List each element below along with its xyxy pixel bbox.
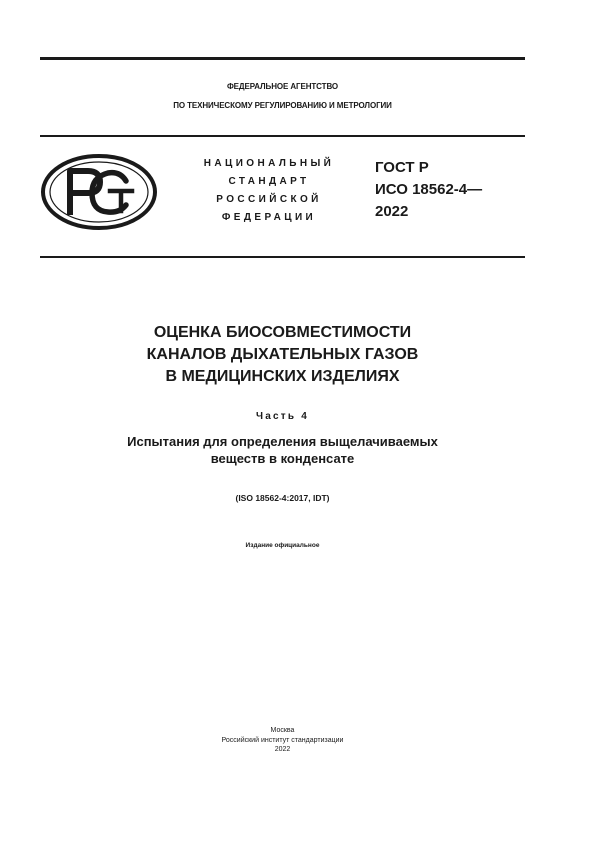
- national-standard-line-2: СТАНДАРТ: [228, 176, 310, 187]
- iso-reference: (ISO 18562-4:2017, IDT): [235, 493, 330, 503]
- designation-line-1: ГОСТ Р: [375, 159, 429, 176]
- header-rule: [40, 135, 525, 137]
- agency-name-line-1: ФЕДЕРАЛЬНОЕ АГЕНТСТВО: [226, 82, 339, 91]
- national-standard-label: [178, 155, 360, 227]
- designation-line-2: ИСО 18562-4—: [375, 181, 483, 198]
- part-number: Часть 4: [256, 411, 309, 422]
- designation-line-3: 2022: [375, 203, 409, 220]
- national-standard-line-4: ФЕДЕРАЦИИ: [221, 212, 317, 223]
- subtitle-line-2: веществ в конденсате: [210, 451, 355, 466]
- title-line-1: ОЦЕНКА БИОСОВМЕСТИМОСТИ: [153, 324, 412, 341]
- imprint-footer: [40, 726, 525, 755]
- subtitle-line-1: Испытания для определения выщелачиваемых: [127, 434, 438, 449]
- document-title: [40, 322, 525, 388]
- rst-certification-mark-icon: [40, 153, 158, 231]
- agency-name-line-2: ПО ТЕХНИЧЕСКОМУ РЕГУЛИРОВАНИЮ И МЕТРОЛОГИИ: [173, 101, 392, 110]
- imprint-year: 2022: [274, 746, 291, 753]
- standard-designation: [375, 157, 482, 223]
- national-standard-line-3: РОССИЙСКОЙ: [216, 194, 322, 205]
- national-standard-line-1: НАЦИОНАЛЬНЫЙ: [203, 158, 335, 169]
- top-rule: [40, 57, 525, 60]
- edition-label: Издание официальное: [245, 542, 320, 549]
- imprint-publisher: Российский институт стандартизации: [221, 736, 344, 744]
- designation-rule: [40, 256, 525, 258]
- document-subtitle: [40, 433, 525, 467]
- imprint-city: Москва: [270, 727, 295, 734]
- title-line-3: В МЕДИЦИНСКИХ ИЗДЕЛИЯХ: [165, 368, 400, 385]
- title-line-2: КАНАЛОВ ДЫХАТЕЛЬНЫХ ГАЗОВ: [146, 346, 419, 363]
